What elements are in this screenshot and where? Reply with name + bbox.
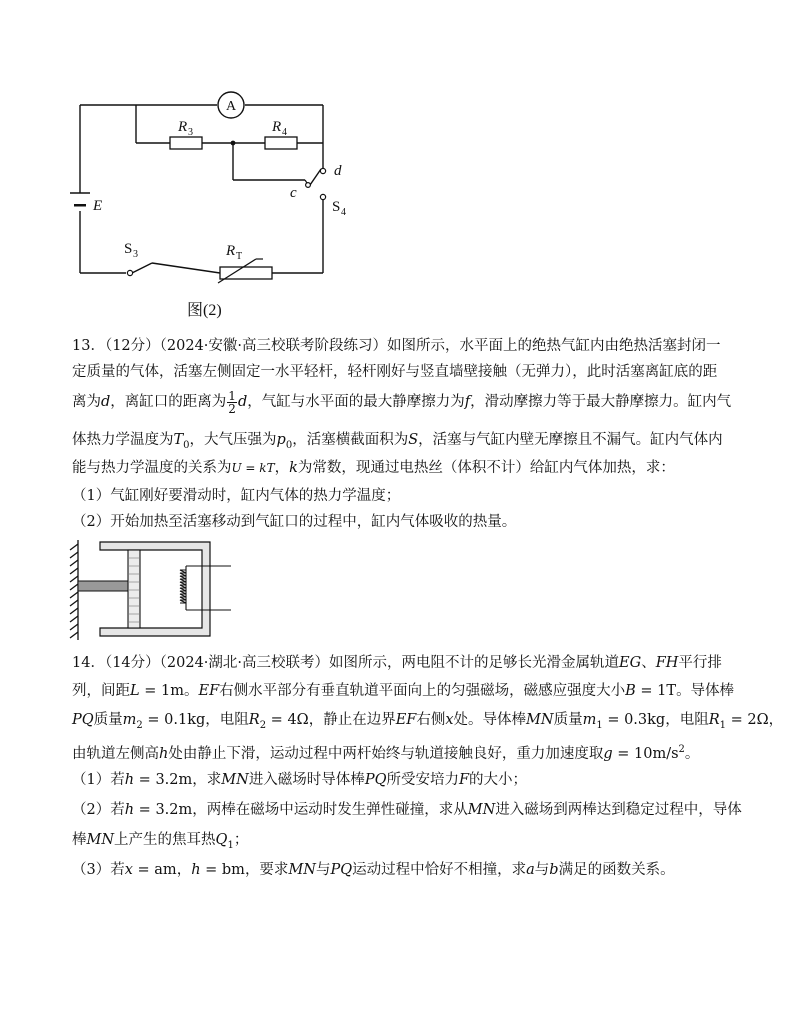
- svg-text:S: S: [124, 241, 133, 257]
- q13-line-2: 定质量的气体，活塞左侧固定一水平轻杆，轻杆刚好与竖直墙壁接触（无弹力），此时活塞离缸底的距: [72, 364, 718, 380]
- q14-sub-3: （3）若x = am，h = bm，要求MN与PQ运动过程中恰好不相撞，求a与b满足的函数关系。: [72, 862, 675, 878]
- q14-sub-2-line-2: 棒MN上产生的焦耳热$Q_1$；: [72, 832, 249, 851]
- fraction-one-half: $\frac{1}{2}$: [228, 388, 236, 416]
- resistor-r3: [170, 137, 202, 149]
- q13-sub-1: （1）气缸刚好要滑动时，缸内气体的热力学温度；: [72, 488, 401, 504]
- svg-text:R: R: [272, 119, 282, 135]
- ammeter-label: A: [225, 99, 237, 114]
- svg-text:T: T: [236, 251, 243, 262]
- q13-line-5: 能与热力学温度的关系为U = kT，k为常数，现通过电热丝（体积不计）给缸内气体加热，求：: [72, 460, 675, 476]
- q14-sub-1: （1）若h = 3.2m，求MN进入磁场时导体棒PQ所受安培力F的大小；: [72, 772, 528, 788]
- q14-line-1: 14．（14分）（2024·湖北·高三校联考）如图所示，两电阻不计的足够长光滑金属轨道EG、FH平行排: [72, 655, 722, 671]
- q14-sub-2: （2）若h = 3.2m，两棒在磁场中运动时发生弹性碰撞，求从MN进入磁场到两棒达到稳定过程中，导体: [72, 802, 742, 818]
- svg-text:3: 3: [133, 249, 138, 260]
- q13-line-1: 13．（12分）（2024·安徽·高三校联考阶段练习）如图所示，水平面上的绝热气缸内由绝热活塞封闭一: [72, 338, 721, 354]
- q13-sub-2: （2）开始加热至活塞移动到气缸口的过程中，缸内气体吸收的热量。: [72, 514, 517, 530]
- svg-text:d: d: [334, 163, 342, 179]
- svg-text:S: S: [332, 199, 341, 215]
- figure-caption: 图(2): [187, 302, 222, 319]
- svg-text:R: R: [178, 119, 188, 135]
- svg-text:R: R: [226, 243, 236, 259]
- q14-line-3: PQ质量$m_2 = 0.1kg$，电阻$R_2 = 4\Omega$，静止在边界EF右侧x处。导体棒MN质量$m_1 = 0.3kg$，电阻$R_1 = 2\Omega$，: [72, 712, 784, 731]
- svg-text:3: 3: [188, 127, 193, 138]
- svg-text:4: 4: [282, 127, 287, 138]
- q13-line-4: 体热力学温度为$T_0$，大气压强为$p_0$，活塞横截面积为S，活塞与气缸内壁无摩擦且不漏气。缸内气体内: [72, 432, 723, 451]
- q14-line-4: 由轨道左侧高h处由静止下滑，运动过程中两杆始终与轨道接触良好，重力加速度取$g = 10m/s^2$。: [72, 744, 700, 762]
- svg-text:c: c: [290, 185, 297, 201]
- circuit-figure: [60, 85, 360, 330]
- cylinder-figure: [66, 536, 236, 644]
- svg-text:4: 4: [341, 207, 346, 218]
- q13-line-3: 离为d，离缸口的距离为 $\frac{1}{2}$ d，气缸与水平面的最大静摩擦力为f，滑动摩擦力等于最大静摩擦力。缸内气: [72, 388, 732, 416]
- svg-text:E: E: [93, 198, 103, 214]
- q14-line-2: 列，间距L = 1m。EF右侧水平部分有垂直轨道平面向上的匀强磁场，磁感应强度大小B = 1T。导体棒: [72, 683, 735, 699]
- resistor-r4: [265, 137, 297, 149]
